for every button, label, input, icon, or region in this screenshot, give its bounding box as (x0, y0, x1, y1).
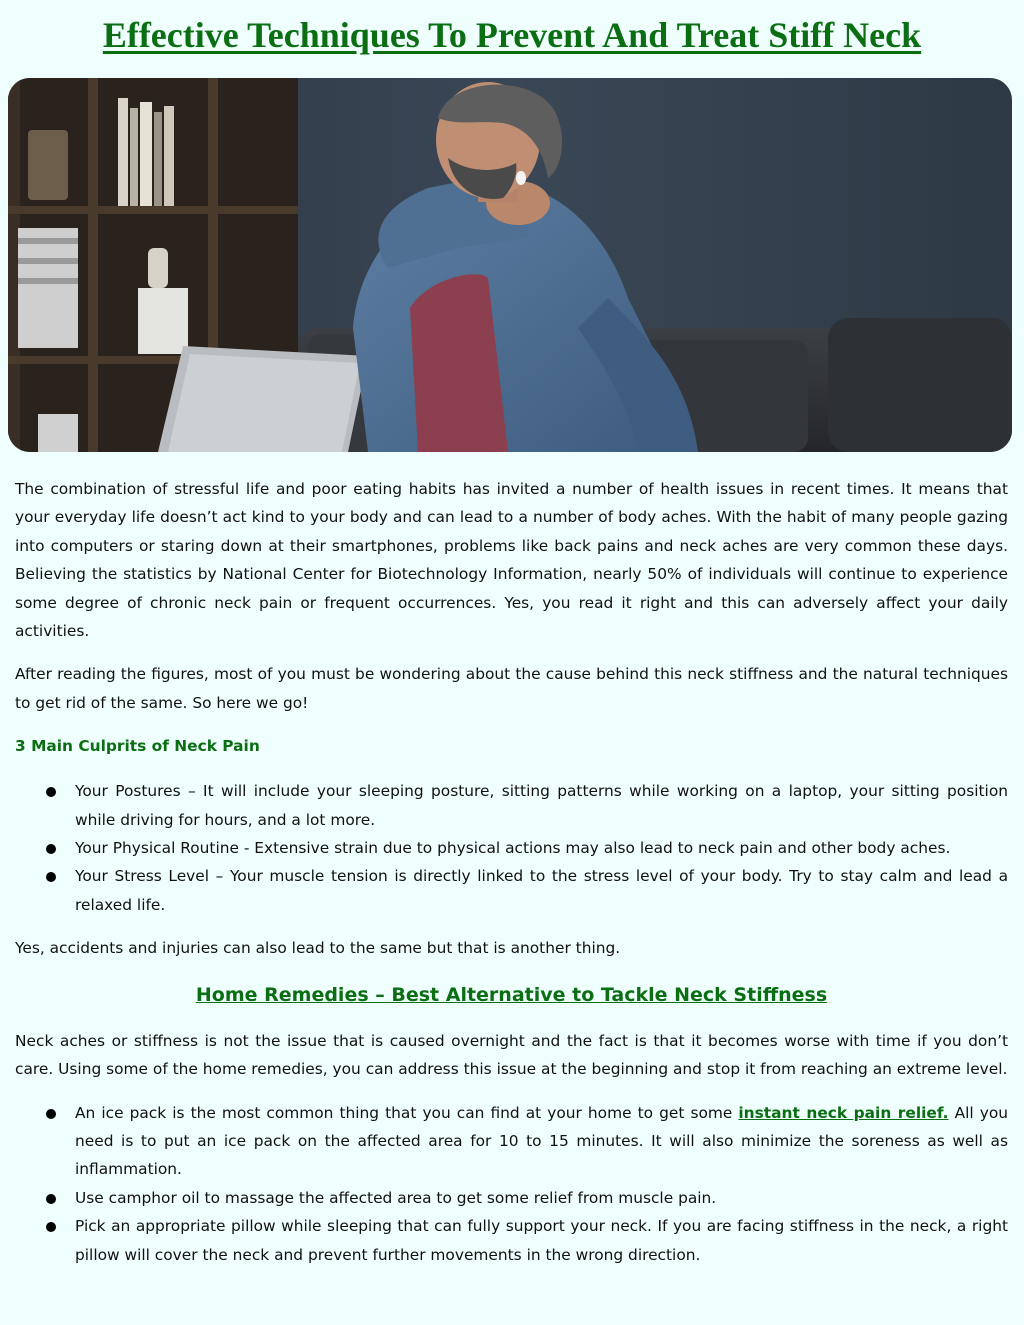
bullet-icon (46, 872, 56, 882)
pillow-remedy: Pick an appropriate pillow while sleeping that can fully support your neck. If you are facing stiffness in the neck, a right pillow will cover the neck and prevent further movements in the wrong direction. (75, 1217, 1008, 1264)
list-item (15, 1099, 1008, 1184)
bullet-icon (46, 1222, 56, 1232)
accidents-note: Yes, accidents and injuries can also lead to the same but that is another thing. (15, 939, 621, 958)
hero-image (8, 78, 1012, 452)
camphor-remedy: Use camphor oil to massage the affected area to get some relief from muscle pain. (75, 1188, 717, 1207)
intro-paragraph: The combination of stressful life and poor eating habits has invited a number of health issues in recent times. It means that your everyday life doesn’t act kind to your body and can lead to a number of body aches. With the habit of many people gazing into computers or staring down at their smartphones, problems like back pains and neck aches are very common these days. Believing the statistics by National Center for Biotechnology Information, nearly 50% of individuals will continue to experience some degree of chronic neck pain or frequent occurrences. Yes, you read it right and this can adversely affect your daily activities. (15, 480, 1008, 641)
remedies-intro: Neck aches or stiffness is not the issue that is caused overnight and the fact is that it becomes worse with time if you don’t care. Using some of the home remedies, you can address this issue at the beginning and stop it from reaching an extreme level. (15, 1031, 1008, 1079)
culprits-list (15, 777, 1008, 919)
culprits-heading: 3 Main Culprits of Neck Pain (15, 737, 260, 756)
list-item (15, 1184, 1008, 1212)
list-item (15, 862, 1008, 919)
figures-paragraph: After reading the figures, most of you must be wondering about the cause behind this neck stiffness and the natural techniques to get rid of the same. So here we go! (15, 665, 1008, 712)
culprit-physical-routine: Your Physical Routine - Extensive strain due to physical actions may also lead to neck pain and other body aches. (75, 839, 951, 858)
instant-neck-pain-relief-link[interactable]: instant neck pain relief. (738, 1103, 949, 1122)
remedies-heading: Home Remedies – Best Alternative to Tackle Neck Stiffness (195, 983, 828, 1006)
page-title: Effective Techniques To Prevent And Treat Stiff Neck (102, 15, 922, 55)
list-item (15, 1212, 1008, 1269)
culprit-postures: Your Postures – It will include your sleeping posture, sitting patterns while working on a laptop, your sitting position while driving for hours, and a lot more. (75, 782, 1008, 829)
bullet-icon (46, 1109, 56, 1119)
ice-pack-text-before: An ice pack is the most common thing that you can find at your home to get some (75, 1103, 739, 1122)
man-with-neck-pain-photo (8, 78, 1012, 452)
culprit-stress-level: Your Stress Level – Your muscle tension is directly linked to the stress level of your body. Try to stay calm and lead a relaxed life. (75, 867, 1008, 914)
list-item (15, 777, 1008, 834)
remedies-list (15, 1099, 1008, 1269)
bullet-icon (46, 1194, 56, 1204)
ice-pack-text-after: All you need is to put an ice pack on the affected area for 10 to 15 minutes. It will also minimize the soreness as well as inflammation. (75, 1103, 1008, 1179)
article-body (15, 475, 1008, 1284)
bullet-icon (46, 844, 56, 854)
list-item (15, 834, 1008, 862)
bullet-icon (46, 787, 56, 797)
